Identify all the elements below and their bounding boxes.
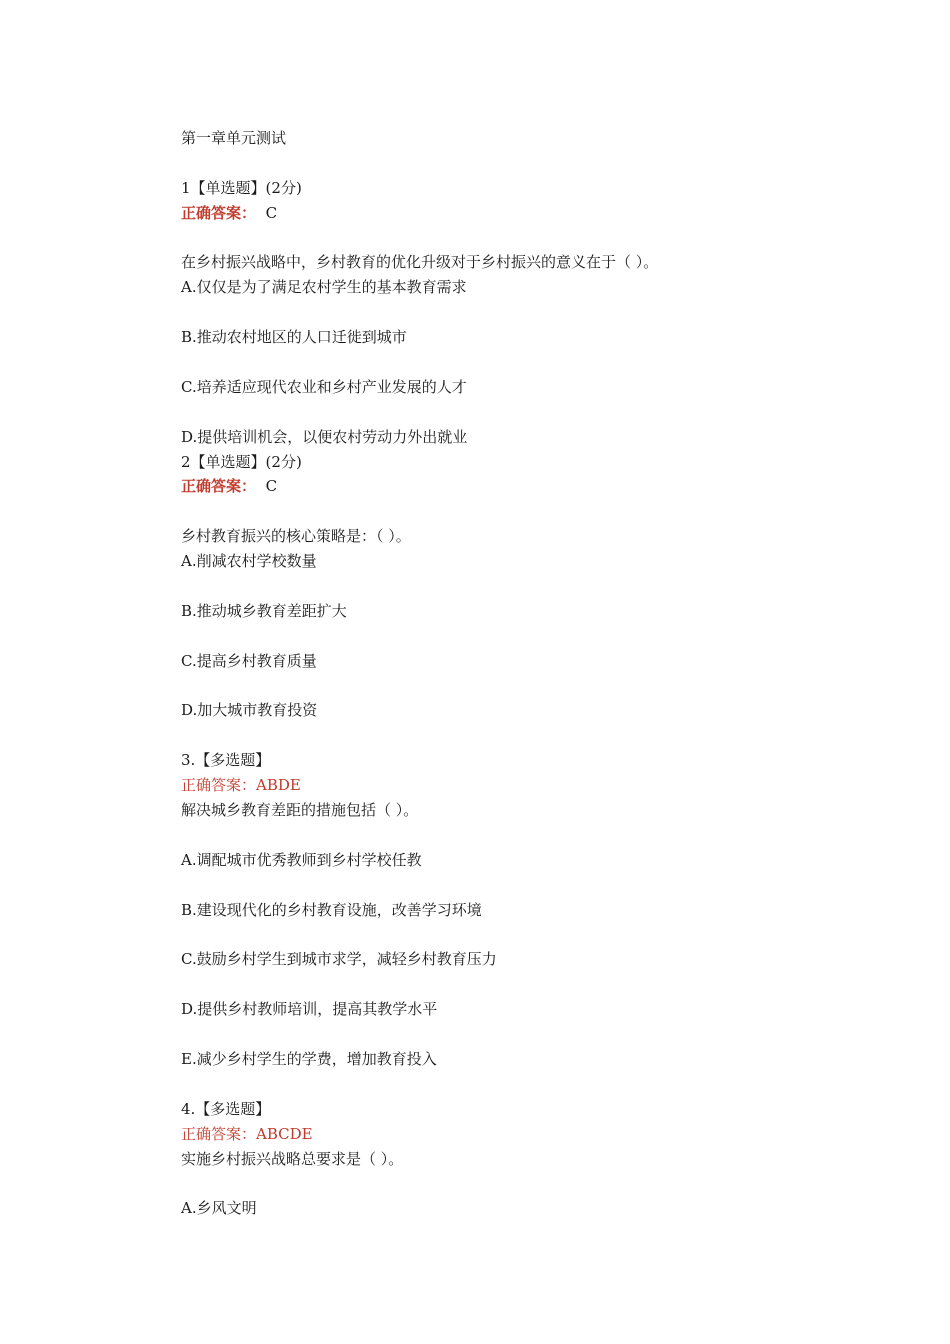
option-b: B.推动农村地区的人口迁徙到城市 [181,328,407,347]
spacer [181,972,881,997]
spacer [181,873,881,898]
option-d: D.提供乡村教师培训，提高其教学水平 [181,1000,438,1019]
spacer [181,624,881,649]
option-b: B.推动城乡教育差距扩大 [181,601,347,620]
option-d: D.加大城市教育投资 [181,701,318,720]
answer-label: 正确答案： [181,1124,257,1143]
option-a: A.削减农村学校数量 [181,552,317,571]
correct-answer [181,474,881,499]
question-1 [181,176,881,450]
answer-value: C [265,203,278,222]
question-stem: 实施乡村振兴战略总要求是（ ）。 [181,1149,404,1168]
question-2 [181,450,881,749]
spacer [181,400,881,425]
spacer [181,1171,881,1196]
correct-answer [181,201,881,226]
answer-label: 正确答案： [181,203,257,222]
correct-answer [181,773,881,798]
spacer [181,499,881,524]
question-stem: 解决城乡教育差距的措施包括（ ）。 [181,801,419,820]
document-title: 第一章单元测试 [181,129,287,147]
question-header: 3.【多选题】 [181,751,271,770]
option-a: A.仅仅是为了满足农村学生的基本教育需求 [181,278,467,297]
spacer [181,723,881,748]
question-header: 4.【多选题】 [181,1099,271,1118]
spacer [181,1072,881,1097]
option-c: C.鼓励乡村学生到城市求学，减轻乡村教育压力 [181,950,497,969]
spacer [181,350,881,375]
question-header: 2【单选题】(2分) [181,452,302,471]
option-c: C.提高乡村教育质量 [181,651,317,670]
option-a: A.调配城市优秀教师到乡村学校任教 [181,850,422,869]
option-a: A.乡风文明 [181,1199,257,1218]
spacer [181,151,881,176]
spacer [181,1022,881,1047]
spacer [181,574,881,599]
correct-answer [181,1122,881,1147]
question-3 [181,748,881,1096]
spacer [181,300,881,325]
answer-label: 正确答案： [181,477,257,496]
question-stem: 在乡村振兴战略中，乡村教育的优化升级对于乡村振兴的意义在于（ ）。 [181,253,659,272]
spacer [181,923,881,948]
question-header: 1【单选题】(2分) [181,178,302,197]
question-4 [181,1097,881,1221]
spacer [181,823,881,848]
spacer [181,226,881,251]
option-e: E.减少乡村学生的学费，增加教育投入 [181,1049,437,1068]
answer-value: ABCDE [256,1124,313,1143]
answer-label: 正确答案： [181,776,257,795]
question-stem: 乡村教育振兴的核心策略是：（ ）。 [181,527,411,546]
option-d: D.提供培训机会，以便农村劳动力外出就业 [181,427,468,446]
document-page [181,126,881,1221]
option-b: B.建设现代化的乡村教育设施，改善学习环境 [181,900,482,919]
option-c: C.培养适应现代农业和乡村产业发展的人才 [181,377,467,396]
answer-value: C [265,477,278,496]
spacer [181,674,881,699]
answer-value: ABDE [256,776,301,795]
